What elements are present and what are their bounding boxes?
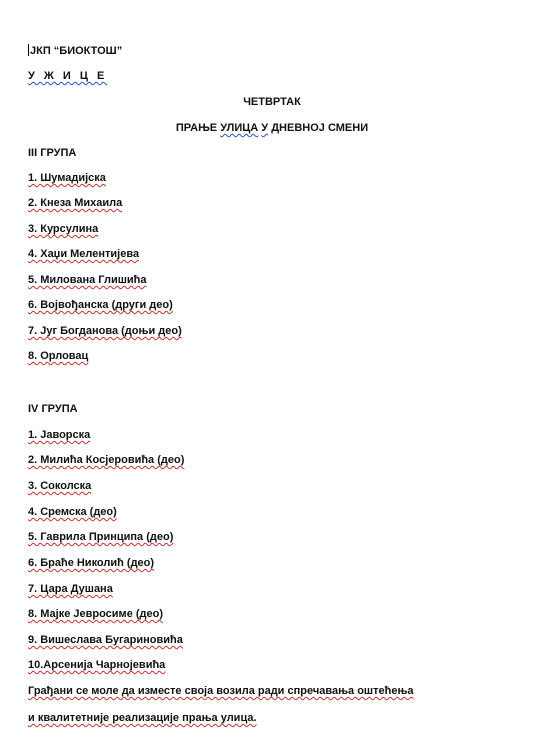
group3-item-5: 5. Милована Глишића xyxy=(28,274,147,286)
group3-item-8: 8. Орловац xyxy=(28,350,89,362)
city-name: У Ж И Ц Е xyxy=(28,70,108,82)
group4-heading: IV ГРУПА xyxy=(28,403,78,415)
group3-item-1: 1. Шумадијска xyxy=(28,172,106,184)
company-name: ЈКП “БИОКТОШ” xyxy=(30,45,123,57)
group4-item-9: 9. Вишеслава Бугариновића xyxy=(28,634,183,646)
group4-item-6: 6. Браће Николић (део) xyxy=(28,557,155,569)
group3-item-3: 3. Курсулина xyxy=(28,223,99,235)
day-title: ЧЕТВРТАК xyxy=(243,96,301,108)
group3-heading: III ГРУПА xyxy=(28,147,77,159)
group4-item-4: 4. Сремска (део) xyxy=(28,506,117,518)
group4-item-1: 1. Јаворска xyxy=(28,429,91,441)
group4-item-10: 10.Арсенија Чарнојевића xyxy=(28,659,166,671)
group4-item-3: 3. Соколска xyxy=(28,480,92,492)
group3-item-2: 2. Кнеза Михаила xyxy=(28,197,123,209)
group3-item-6: 6. Војвођанска (други део) xyxy=(28,299,173,311)
subject-title: ПРАЊЕ УЛИЦА У ДНЕВНОЈ СМЕНИ xyxy=(175,122,369,134)
group4-item-2: 2. Милића Косјеровића (део) xyxy=(28,454,185,466)
group4-item-7: 7. Цара Душана xyxy=(28,583,113,595)
group4-item-8: 8. Мајке Јевросиме (део) xyxy=(28,608,164,620)
group3-item-4: 4. Хаџи Мелентијева xyxy=(28,248,140,260)
text-cursor xyxy=(28,44,29,56)
notice-line-2: и квалитетније реализације прања улица. xyxy=(28,712,257,724)
group3-item-7: 7. Југ Богданова (доњи део) xyxy=(28,325,182,337)
notice-line-1: Грађани се моле да изместе своја возила ради спречавања оштећења xyxy=(28,685,414,697)
group4-item-5: 5. Гаврила Принципа (део) xyxy=(28,531,174,543)
